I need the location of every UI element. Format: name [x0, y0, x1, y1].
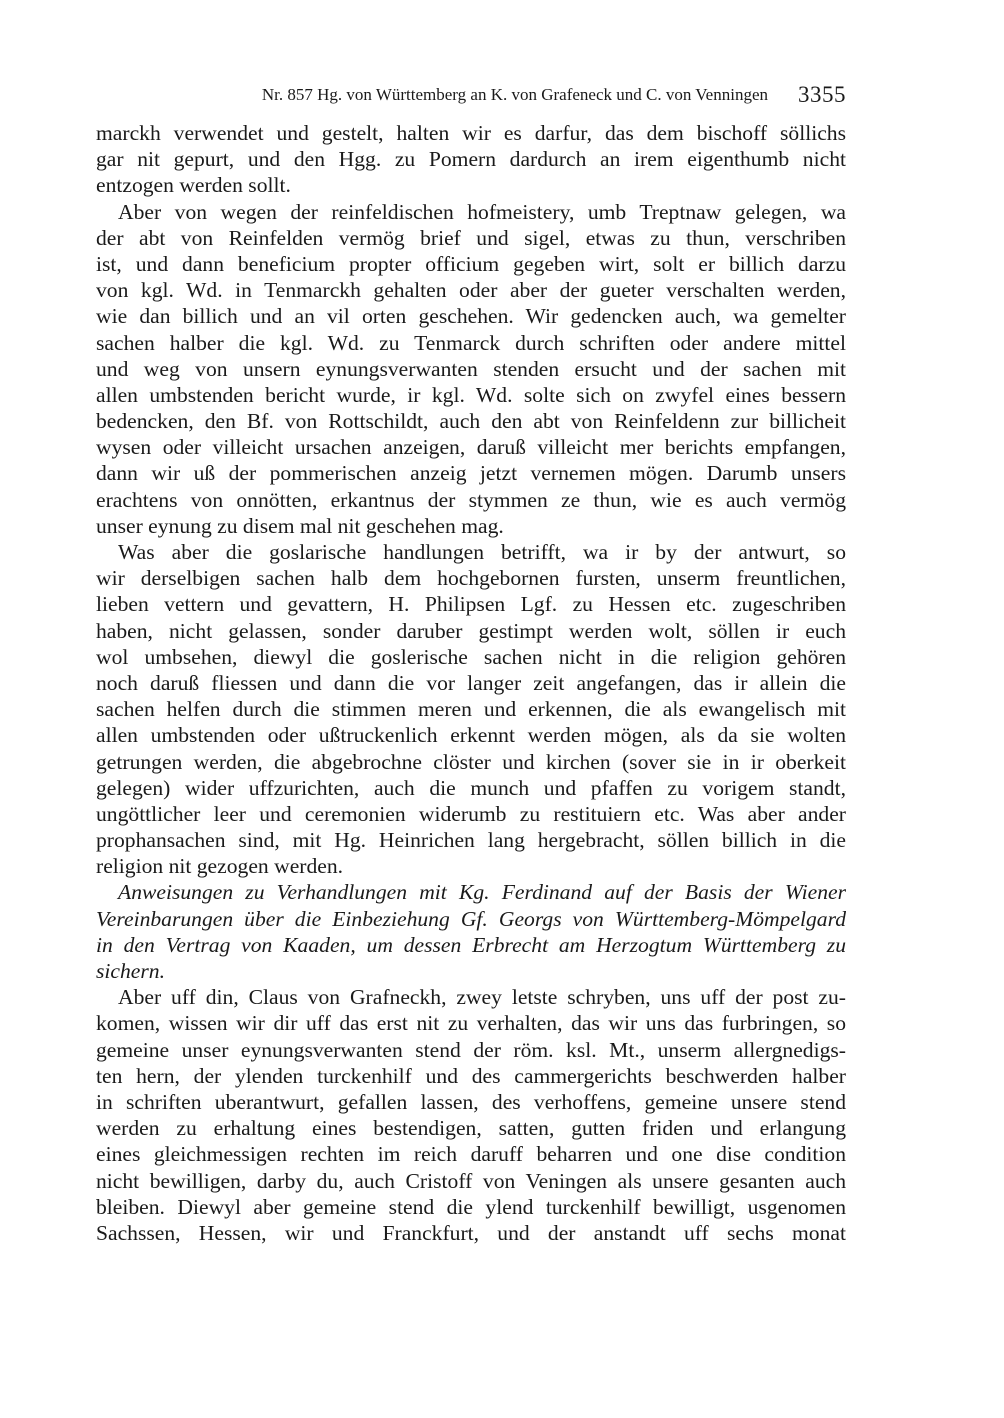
paragraph [96, 199, 846, 539]
text-line: gemeine unser eynungsverwanten stend der röm. ksl. Mt., unserm allergnedigs- [96, 1037, 846, 1062]
text-line: haben, nicht gelassen, sonder daruber gestimpt werden wolt, söllen ir euch [96, 618, 846, 643]
book-page [96, 78, 846, 1246]
italic-summary-paragraph [96, 879, 846, 984]
text-line: religion nit gezogen werden. [96, 854, 344, 879]
text-line: nicht bewilligen, darby du, auch Cristoff von Veningen als unsere gesanten auch [96, 1168, 846, 1193]
text-line: allen umbstenden oder ußtruckenlich erkennt werden mögen, als da sie wolten [96, 723, 846, 748]
text-line: sachen halber die kgl. Wd. zu Tenmarck durch schriften oder andere mittel [96, 330, 846, 355]
text-line: von kgl. Wd. in Tenmarckh gehalten oder aber der gueter verschalten werden, [96, 278, 846, 303]
paragraph [96, 984, 846, 1246]
text-line: sichern. [96, 959, 165, 983]
running-header [96, 78, 846, 112]
text-line: Vereinbarungen über die Einbeziehung Gf. Georgs von Württemberg-Mömpelgard [96, 906, 846, 931]
text-line: wir derselbigen sachen halb dem hochgebornen fursten, unserm freuntlichen, [96, 566, 846, 591]
text-line: bleiben. Diewyl aber gemeine stend die ylend turckenhilf bewilligt, usgenomen [96, 1194, 846, 1219]
text-line: getrungen werden, die abgebrochne clöster und kirchen (sover sie in ir oberkeit [96, 749, 846, 774]
paragraph [96, 120, 846, 199]
page-number: 3355 [798, 82, 846, 107]
text-line: Sachssen, Hessen, wir und Franckfurt, und der anstandt uff sechs monat [96, 1220, 846, 1245]
text-line: komen, wissen wir dir uff das erst nit zu verhalten, das wir uns das furbringen, so [96, 1011, 846, 1036]
text-line: Anweisungen zu Verhandlungen mit Kg. Ferdinand auf der Basis der Wiener [118, 880, 846, 905]
text-line: unser eynung zu disem mal nit geschehen mag. [96, 513, 504, 538]
text-line: erachtens von onnötten, erkantnus der stymmen ze thun, wie es auch vermög [96, 487, 846, 512]
text-line: allen umbstenden bericht wurde, ir kgl. Wd. solte sich on zwyfel eines bessern [96, 382, 846, 407]
text-line: Was aber die goslarische handlungen betrifft, wa ir by der antwurt, so [118, 540, 846, 564]
text-line: prophansachen sind, mit Hg. Heinrichen lang hergebracht, söllen billich in die [96, 828, 846, 853]
text-line: in den Vertrag von Kaaden, um dessen Erbrecht am Herzogtum Württemberg zu [96, 932, 846, 957]
text-line: wysen oder villeicht ursachen anzeigen, daruß villeicht mer berichts empfangen, [96, 435, 846, 460]
text-line: bedencken, den Bf. von Rottschildt, auch den abt von Reinfeldenn zur billicheit [96, 409, 846, 434]
text-line: noch daruß fliessen und dann die vor langer zeit angefangen, das ir allein die [96, 670, 846, 695]
text-line: werden zu erhaltung eines bestendigen, satten, gutten friden und erlangung [96, 1116, 846, 1141]
text-line: der abt von Reinfelden vermög brief und sigel, etwas zu thun, verschriben [96, 225, 846, 250]
text-line: ungöttlicher leer und ceremonien widerumb zu restituiern etc. Was aber ander [96, 801, 846, 826]
text-line: wol umbsehen, diewyl die goslerische sachen nicht in die religion gehören [96, 644, 846, 669]
text-line: ist, und dann beneficium propter officium gegeben wirt, solt er billich darzu [96, 251, 846, 276]
text-line: entzogen werden sollt. [96, 173, 291, 198]
text-line: marckh verwendet und gestelt, halten wir es darfur, das dem bischoff söllichs [96, 121, 846, 145]
text-line: sachen helfen durch die stimmen meren und erkennen, die als ewangelisch mit [96, 697, 846, 722]
text-line: gelegen) wider uffzurichten, auch die munch und pfaffen zu vorigem standt, [96, 775, 846, 800]
text-line: eines gleichmessigen rechten im reich daruff beharren und one dise condition [96, 1142, 846, 1167]
text-line: ten hern, der ylenden turckenhilf und des cammergerichts beschwerden halber [96, 1063, 846, 1088]
text-line: dann wir uß der pommerischen anzeig jetzt vernemen mögen. Darumb unsers [96, 461, 846, 486]
text-line: lieben vettern und gevattern, H. Philipsen Lgf. zu Hessen etc. zugeschriben [96, 592, 846, 617]
paragraph [96, 539, 846, 879]
running-title: Nr. 857 Hg. von Württemberg an K. von Grafeneck und C. von Venningen [261, 85, 768, 104]
text-line: Aber uff din, Claus von Grafneckh, zwey letste schryben, uns uff der post zu- [118, 985, 846, 1010]
body-text [96, 120, 846, 1246]
text-line: Aber von wegen der reinfeldischen hofmeistery, umb Treptnaw gelegen, wa [118, 199, 846, 224]
text-line: wie dan billich und an vil orten geschehen. Wir gedencken auch, wa gemelter [96, 304, 846, 329]
text-line: in schriften uberantwurt, gefallen lassen, des verhoffens, gemeine unsere stend [96, 1089, 846, 1114]
text-line: und weg von unsern eynungsverwanten stenden ersucht und der sachen mit [96, 356, 846, 381]
text-line: gar nit gepurt, und den Hgg. zu Pomern dardurch an irem eigenthumb nicht [96, 147, 846, 172]
